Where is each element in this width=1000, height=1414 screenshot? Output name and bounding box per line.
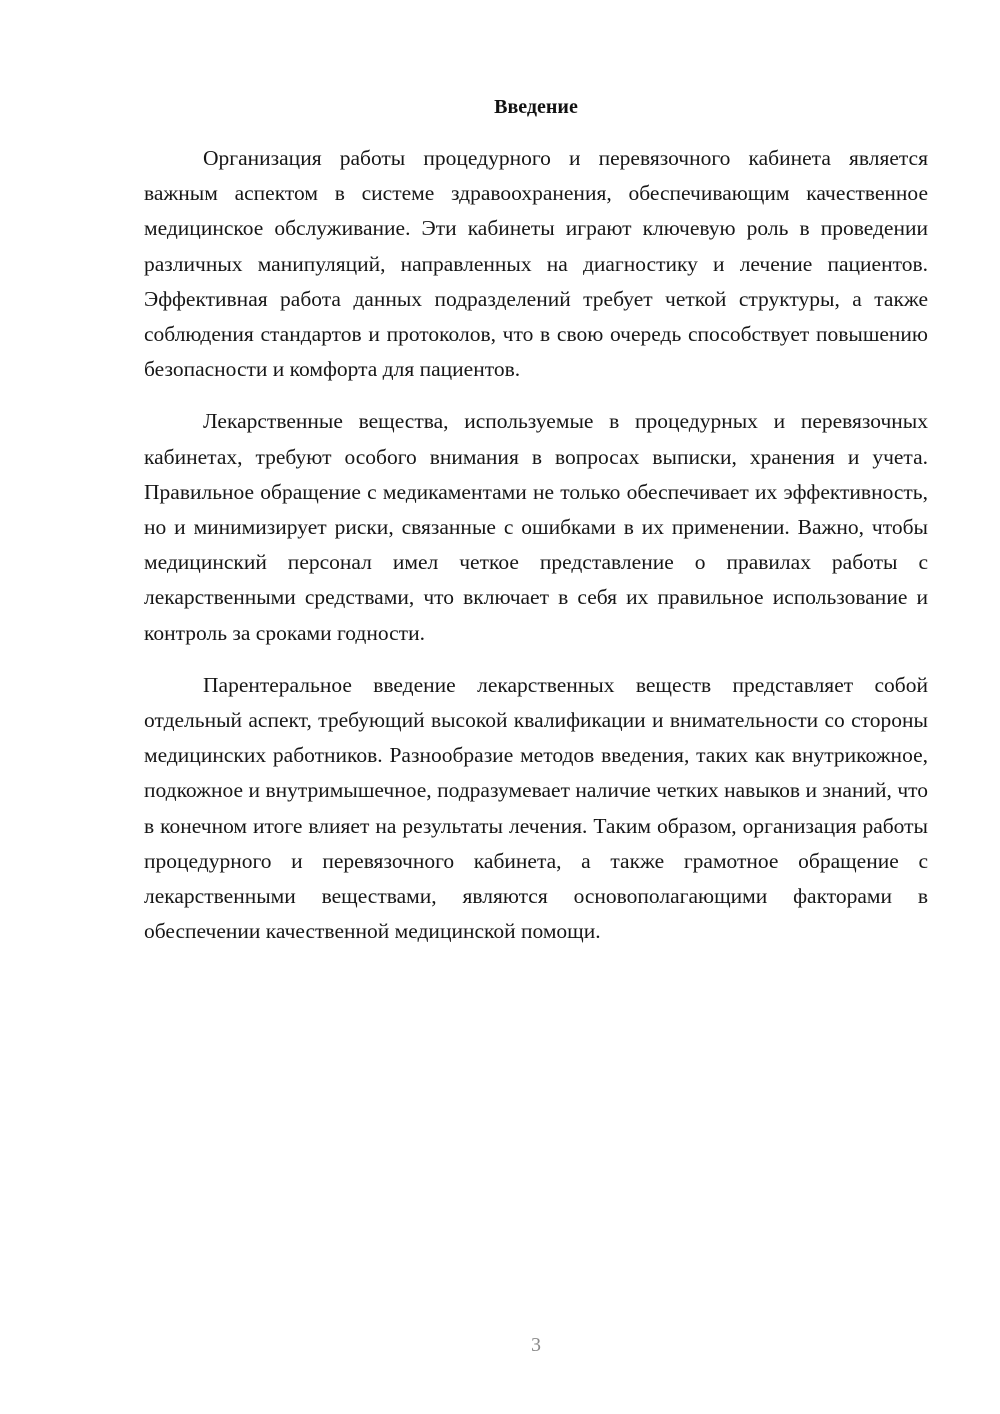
paragraph-3: Парентеральное введение лекарственных веществ представляет собой отдельный аспект, требующий высокой квалификации и внимательности со стороны медицинских работников. Разнообразие методов введения, таких как внутрикожное, подкожное и внутримышечное, подразумевает наличие четких навыков и знаний, что в конечном итоге влияет на результаты лечения. Таким образом, организация работы процедурного и перевязочного кабинета, а также грамотное обращение с лекарственными веществами, являются основополагающими факторами в обеспечении качественной медицинской помощи. bbox=[144, 672, 928, 944]
body-text bbox=[144, 141, 928, 966]
section-heading: Введение bbox=[494, 96, 578, 118]
paragraph-1: Организация работы процедурного и перевязочного кабинета является важным аспектом в системе здравоохранения, обеспечивающим качественное медицинское обслуживание. Эти кабинеты играют ключевую роль в проведении различных манипуляций, направленных на диагностику и лечение пациентов. Эффективная работа данных подразделений требует четкой структуры, а также соблюдения стандартов и протоколов, что в свою очередь способствует повышению безопасности и комфорта для пациентов. bbox=[144, 146, 928, 382]
paragraph-2: Лекарственные вещества, используемые в процедурных и перевязочных кабинетах, требуют особого внимания в вопросах выписки, хранения и учета. Правильное обращение с медикаментами не только обеспечивает их эффективность, но и минимизирует риски, связанные с ошибками в их применении. Важно, чтобы медицинский персонал имел четкое представление о правилах работы с лекарственными средствами, что включает в себя их правильное использование и контроль за сроками годности. bbox=[144, 409, 928, 645]
page-number: 3 bbox=[531, 1334, 541, 1356]
